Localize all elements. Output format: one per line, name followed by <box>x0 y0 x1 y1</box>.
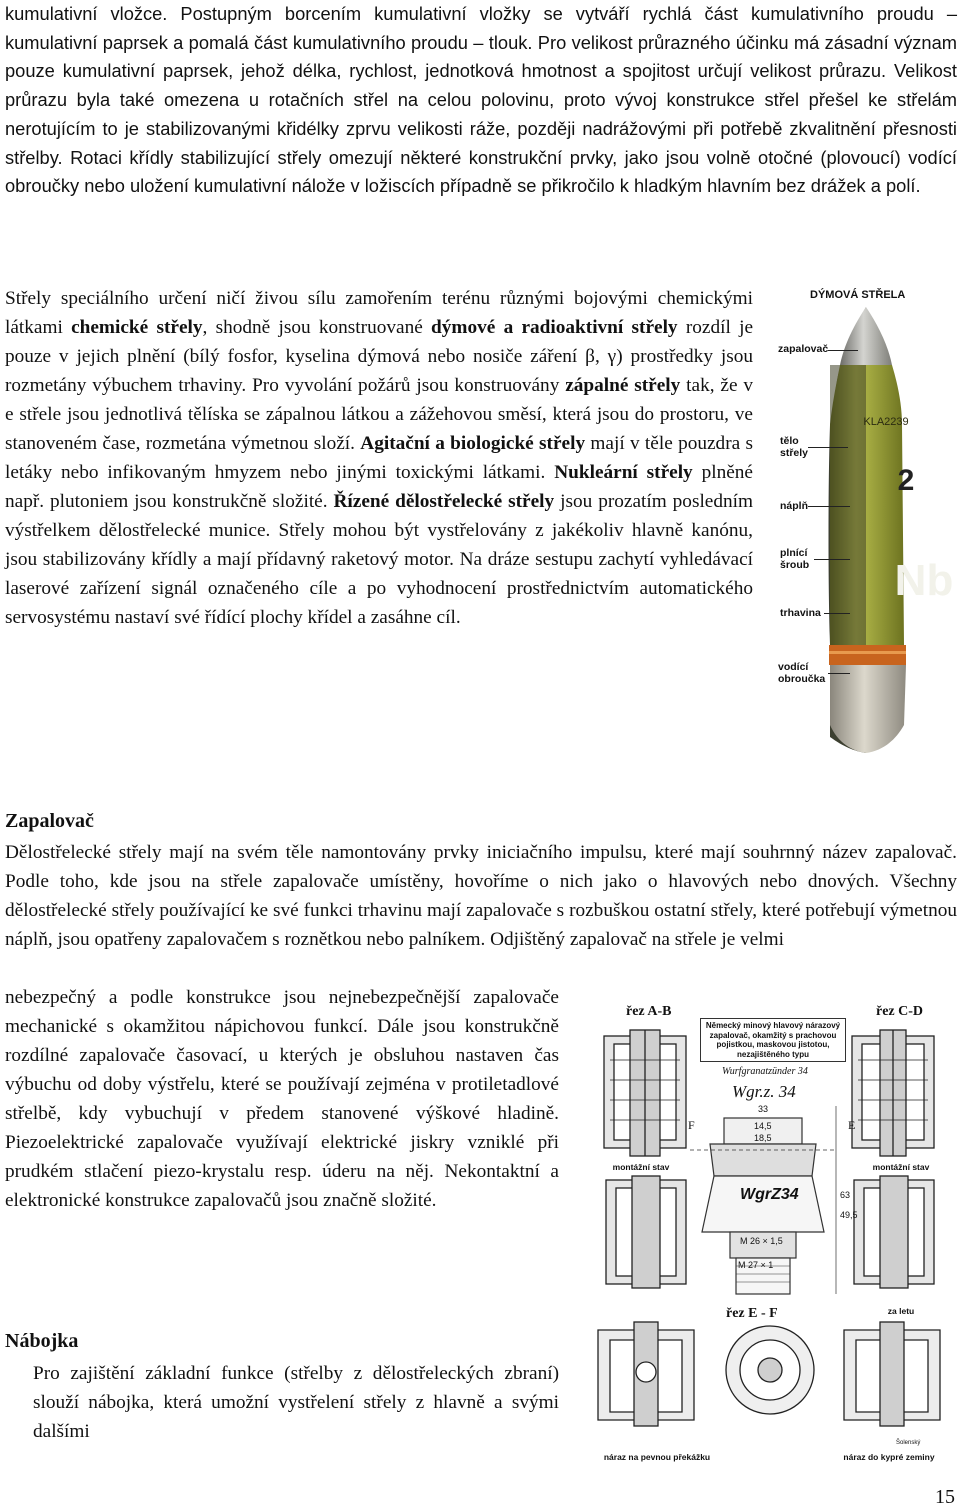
dim-m27: M 27 × 1 <box>738 1260 774 1270</box>
section-ef-drawing <box>598 1322 694 1426</box>
dim-18-5: 18,5 <box>754 1133 772 1143</box>
leader-line <box>808 447 848 448</box>
label-napln: náplň <box>780 500 808 512</box>
dim-63: 63 <box>840 1190 851 1200</box>
smoke-shell-illustration <box>774 285 958 760</box>
leader-line <box>824 613 850 614</box>
section-heading-zapalovac: Zapalovač <box>5 810 94 832</box>
bold-term: dýmové a radioaktivní střely <box>431 317 678 338</box>
section-cd-lower-drawing <box>844 1322 940 1426</box>
nabojka-paragraph: Pro zajištění základní funkce (střelby z dělostřeleckých zbraní) slouží nábojka, která umožní vystřelení střely z hlavně a svými dalšími <box>33 1363 559 1442</box>
smoke-shell-figure <box>774 285 958 760</box>
section-montazni-drawing <box>606 1176 686 1288</box>
driving-band <box>829 645 906 665</box>
leader-line <box>808 506 850 507</box>
drawing-credit: Šolenský <box>896 1440 921 1446</box>
caption-za-letu: za letu <box>887 1306 915 1316</box>
label-zapalovac: zapalovač <box>778 343 829 355</box>
leader-line <box>828 350 858 351</box>
bold-term: Agitační a biologické střely <box>360 433 586 454</box>
label-rez-ab: řez A-B <box>626 1004 672 1019</box>
label-trhavina: trhavina <box>780 607 821 619</box>
shell-base <box>830 665 906 753</box>
fuze-model-name: Wurfgranatzünder 34 <box>722 1066 808 1077</box>
stencil-code: KLA2239 <box>863 416 909 428</box>
letter-e: E <box>848 1118 856 1132</box>
bold-term: Řízené dělostřelecké střely <box>333 491 555 512</box>
stencil-number: 2 <box>897 464 915 497</box>
section-ab-drawing <box>604 1030 686 1156</box>
section-cd-drawing <box>852 1030 934 1156</box>
text-run: plněné např. plutoniem jsou konstrukčně složité. <box>5 462 753 512</box>
caption-naraz-krype: náraz do kypré zeminy <box>843 1452 935 1462</box>
label-vodici-obroucka: vodící obroučka <box>778 661 826 685</box>
fuze-marking: WgrZ34 <box>740 1186 799 1203</box>
label-rez-ef: řez E - F <box>726 1306 778 1321</box>
leader-line <box>814 559 850 560</box>
fuze-info-box <box>700 1018 846 1062</box>
caption-montazni-left: montážní stav <box>612 1162 670 1172</box>
page-number: 15 <box>935 1486 955 1508</box>
label-plnici-sroub: plnící šroub <box>780 547 810 571</box>
section-ef-center-drawing <box>726 1326 814 1414</box>
text-run: Střely speciálního určení ničí živou sílu zamořením terénu různými bojovými chemickými látkami <box>5 288 753 338</box>
dim-14-5: 14,5 <box>754 1121 772 1131</box>
text-run: jsou prozatím posledním výstřelkem dělostřelecké munice. Střely mohou být vystřelovány z jakékoliv hlavně kanónu, jsou stabilizovány křídly a mají přídavný raketový motor. Na dráze sestupu zachytí vyhledávací laserové zařízení signál označeného cíle a po vyhodnocení prostřednictvím automatického servosystému nastaví své řídící plochy křídel a zasáhne cíl. <box>5 491 753 628</box>
text-run: mají v těle pouzdra s letáky nebo infikovaným hmyzem nebo jinými toxickými látkami. <box>5 433 753 483</box>
fuze-tip <box>840 307 892 365</box>
section-heading-nabojka: Nábojka <box>5 1330 79 1352</box>
fuze-cross-section-figure <box>590 1000 952 1468</box>
letter-f: F <box>688 1118 695 1132</box>
text-run: , shodně jsou konstruované <box>202 317 432 338</box>
caption-montazni-right: montážní stav <box>872 1162 930 1172</box>
text-run: tak, že v e střele jsou jednotlivá tělíska se zápalnou látkou a zážehovou směsí, která jsou do prostoru, ve stanoveném čase, rozmetána výmetnou složí. <box>5 375 754 454</box>
bold-term: zápalné střely <box>565 375 681 396</box>
zapalovac-paragraph: Dělostřelecké střely mají na svém těle namontovány prvky iniciačního impulsu, které mají souhrnný název zapalovač. Podle toho, kde jsou na střele zapalovače umístěny, hovoříme o nich jako o hlavových nebo dnových. Všechny dělostřelecké střely používající ke své funkci trhavinu mají zapalovače s rozbuškou ostatní střely, které potřebují výmetnou náplň, jsou opatřeny zapalovačem s roznětkou nebo palníkem. Odjištěný zapalovač na střele je velmi <box>5 842 957 950</box>
label-rez-cd: řez C-D <box>876 1004 924 1019</box>
text-run: rozdíl je pouze v jejich plnění (bílý fosfor, kyselina dýmová nebo nosiče záření β, γ) prostředky jsou rozmetány výbuchem trhaviny. Pro vyvolání požárů jsou konstruovány <box>5 317 753 396</box>
shell-figure-title: DÝMOVÁ STŘELA <box>810 289 906 301</box>
fuze-info-text: Německý minový hlavový nárazový zapalovač, okamžitý s prachovou pojistkou, maskovou jistotou, nezajištěného typu <box>705 1021 841 1059</box>
intro-paragraph: kumulativní vložce. Postupným borcením kumulativní vložky se vytváří rychlá část kumulativního proudu – kumulativní paprsek a pomalá část kumulativního proudu – tlouk. Pro velikost průrazného účinku má zásadní význam pouze kumulativní paprsek, jehož délka, rychlost, jednotková hmotnost a spojitost určují velikost průrazu. Velikost průrazu byla také omezena u rotačních střel na celou polovinu, proto vývoj konstrukce střel přešel ke střelám nerotujícím to je stabilizovanými křidélky zprvu velikosti ráže, později nadrážovými při potřebě zkvalitnění přesnosti střelby. Rotaci křídly stabilizující střely omezují některé konstrukční prvky, jako jsou volně otočné (plovoucí) vodící obroučky nebo uložení kumulativní nálože v ložiscích případně se přikročilo k hladkým hlavním bez drážek a polí. <box>5 3 957 197</box>
fuze-model-short: Wgr.z. 34 <box>732 1082 796 1101</box>
bold-term: chemické střely <box>71 317 203 338</box>
zapalovac-paragraph-continued: nebezpečný a podle konstrukce jsou nejnebezpečnější zapalovače mechanické s okamžitou nápichovou funkcí. Dále jsou konstrukčně rozdílné zapalovače časovací, u kterých je obsluhou nastaven čas výbuchu od doby výstřelu, které se používají zejména v protiletadlové střelbě, kdy vybuchují v předem stanovené výškové hladině. Piezoelektrické zapalovače využívají elektrické jiskry vzniklé při prudkém stlačení piezo-krystalu resp. úderu na něj. Nekontaktní a elektronické konstrukce zapalovačů jsou značně složité. <box>5 987 559 1211</box>
special-shells-paragraph <box>5 284 753 632</box>
leader-line <box>828 673 850 674</box>
stencil-letters: Nb <box>894 556 954 605</box>
bold-term: Nukleární střely <box>554 462 693 483</box>
label-telo-strely: tělo střely <box>780 435 809 459</box>
dim-49-5: 49,5 <box>840 1210 858 1220</box>
dim-33: 33 <box>758 1104 769 1114</box>
caption-naraz-pevnou: náraz na pevnou překážku <box>603 1452 711 1462</box>
section-montazni-right-drawing <box>854 1176 934 1288</box>
dim-m26: M 26 × 1,5 <box>740 1236 783 1246</box>
